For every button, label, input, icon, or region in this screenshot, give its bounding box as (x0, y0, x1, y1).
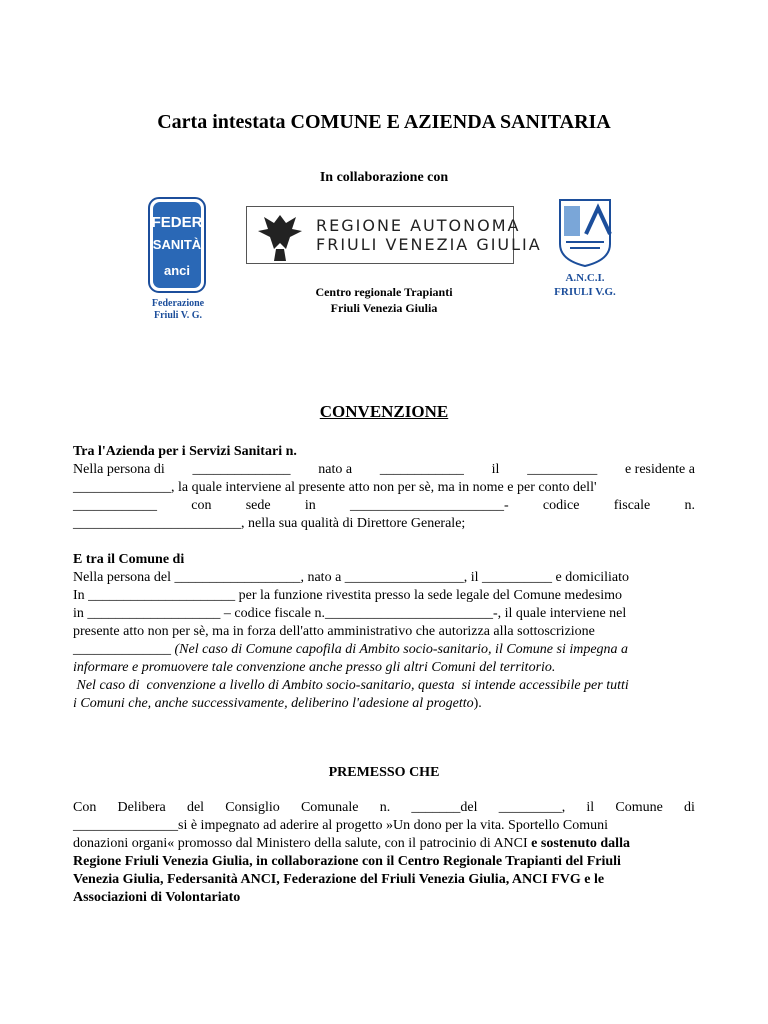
premesso-line-6: Associazioni di Volontariato (73, 890, 241, 905)
premesso-line-2: _______________si è impegnato ad aderire al progetto »Un dono per la vita. Sportello Comuni (73, 818, 609, 833)
premesso-heading: PREMESSO CHE (328, 765, 440, 780)
azienda-line-3: ____________ con sede in ______________________- codice fiscale n. (73, 498, 695, 513)
comune-line-8: i Comuni che, anche successivamente, deliberino l'adesione al progetto). (73, 696, 482, 711)
svg-text:anci: anci (163, 263, 191, 278)
anci-logo (556, 198, 614, 268)
premesso-line-1: Con Delibera del Consiglio Comunale n. _______del _________, il Comune di (73, 800, 695, 815)
premesso-line-4: Regione Friuli Venezia Giulia, in collaborazione con il Centro Regionale Trapianti del Friuli (73, 854, 621, 869)
letterhead-title: Carta intestata COMUNE E AZIENDA SANITARIA (157, 111, 611, 133)
comune-heading: E tra il Comune di (73, 552, 185, 567)
premesso-section (73, 799, 695, 907)
comune-line-6: informare e promuovere tale convenzione anche presso gli altri Comuni del territorio. (73, 660, 556, 675)
comune-line-3: in ___________________ – codice fiscale n.________________________-, il quale interviene nel (73, 606, 627, 621)
federsanita-caption: Federazione Friuli V. G. (151, 298, 205, 321)
comune-line-2: In _____________________ per la funzione rivestita presso la sede legale del Comune medesimo (73, 588, 622, 603)
comune-line-5: ______________ (Nel caso di Comune capofila di Ambito socio-sanitario, il Comune si impegna a (73, 642, 629, 657)
azienda-heading: Tra l'Azienda per i Servizi Sanitari n. (73, 444, 297, 459)
premesso-line-3: donazioni organi« promosso dal Ministero della salute, con il patrocinio di ANCI e sostenuto dalla (73, 836, 630, 851)
azienda-line-2: ______________, la quale interviene al presente atto non per sè, ma in nome e per conto dell' (73, 480, 597, 495)
svg-text:SANITÀ: SANITÀ (152, 237, 202, 252)
anci-caption: A.N.C.I. FRIULI V.G. (554, 272, 616, 298)
comune-line-4: presente atto non per sè, ma in forza dell'atto amministrativo che autorizza alla sottoscrizione (73, 624, 595, 639)
comune-section (73, 551, 695, 713)
azienda-line-1: Nella persona di ______________ nato a ____________ il __________ e residente a (73, 462, 695, 477)
azienda-section (73, 443, 695, 533)
eagle-icon (256, 209, 304, 265)
azienda-line-4: ________________________, nella sua qualità di Direttore Generale; (73, 516, 466, 531)
document-heading: CONVENZIONE (319, 402, 449, 421)
comune-line-1: Nella persona del __________________, nato a _________________, il __________ e domiciliato (73, 570, 630, 585)
svg-text:FEDER: FEDER (151, 214, 203, 231)
federsanita-logo (148, 197, 206, 293)
centro-trapianti-label: Centro regionale Trapianti Friuli Venezia Giulia (315, 285, 453, 315)
comune-line-7: Nel caso di convenzione a livello di Ambito socio-sanitario, questa si intende accessibile per tutti (73, 678, 629, 693)
collaboration-label: In collaborazione con (319, 170, 449, 185)
premesso-line-5: Venezia Giulia, Federsanità ANCI, Federazione del Friuli Venezia Giulia, ANCI FVG e le (73, 872, 605, 887)
regione-wordmark: REGIONE AUTONOMA FRIULI VENEZIA GIULIA (316, 216, 542, 254)
